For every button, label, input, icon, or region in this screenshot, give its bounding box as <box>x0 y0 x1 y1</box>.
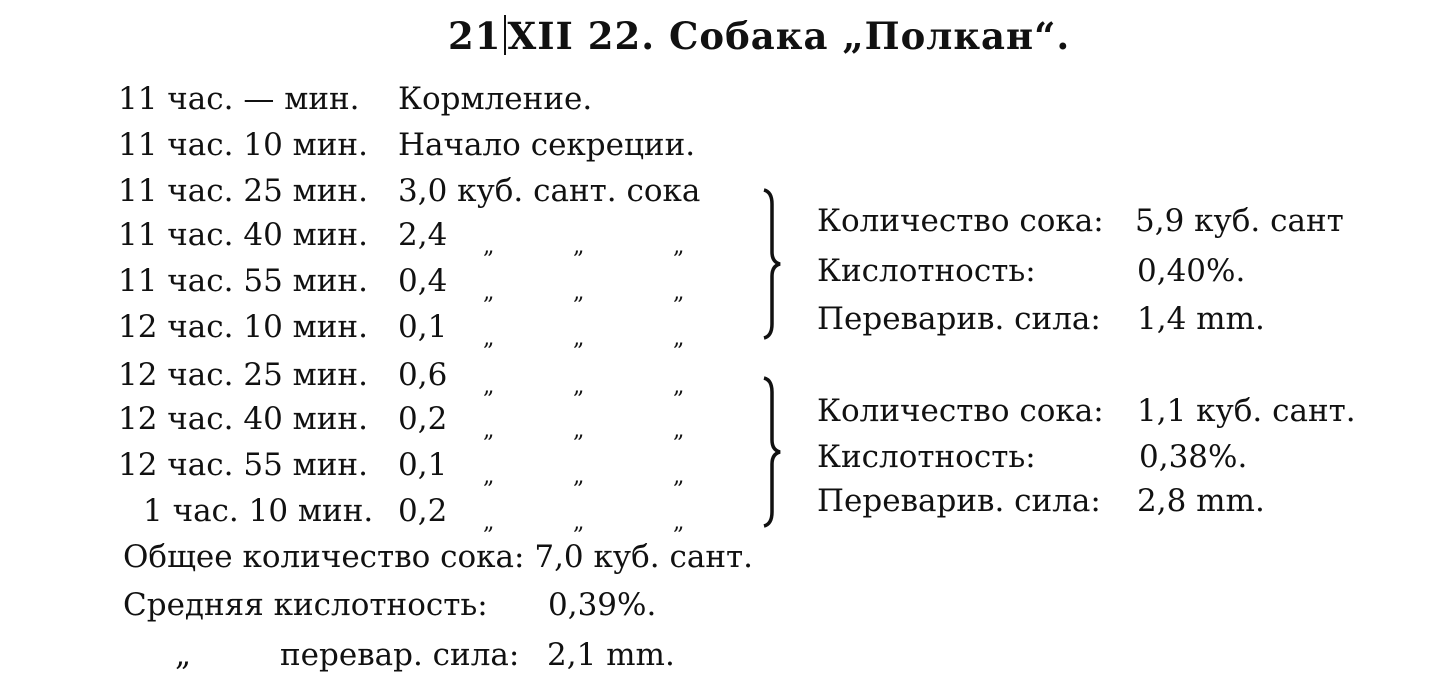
log-row <box>118 309 685 351</box>
log-note: 0,4 <box>398 263 448 299</box>
ditto-mark: „ <box>483 374 495 399</box>
summary-digest-ditto: „ <box>175 637 192 673</box>
log-row <box>118 447 685 489</box>
log-note: 3,0 куб. сант. сока <box>398 173 701 209</box>
title-subject: Собака „Полкан“. <box>668 14 1071 58</box>
group2-amount <box>817 393 1356 429</box>
ditto-mark: „ <box>673 374 685 399</box>
log-row <box>118 217 685 259</box>
group1-amount-value: 5,9 куб. сант <box>1135 203 1344 239</box>
title-separator <box>504 15 506 55</box>
group2-acidity-label: Кислотность: <box>817 439 1036 475</box>
ditto-mark: „ <box>573 234 585 259</box>
log-note: Кормление. <box>398 81 593 117</box>
group1-digest-value: 1,4 mm. <box>1137 301 1265 337</box>
page-title <box>448 14 1070 58</box>
brace-group-2 <box>758 376 788 528</box>
log-row <box>118 81 593 117</box>
log-row <box>118 357 685 399</box>
group1-amount-label: Количество сока: <box>817 203 1104 239</box>
group2-acidity <box>817 439 1248 475</box>
summary-acidity <box>123 587 657 623</box>
ditto-mark: „ <box>673 418 685 443</box>
ditto-mark: „ <box>673 326 685 351</box>
group2-digestive <box>817 483 1265 519</box>
ditto-mark: „ <box>483 326 495 351</box>
group1-amount <box>817 203 1344 239</box>
group1-digestive <box>817 301 1265 337</box>
brace-group-1 <box>758 188 788 340</box>
log-note: 0,1 <box>398 447 448 483</box>
ditto-mark: „ <box>483 418 495 443</box>
group1-acidity-value: 0,40%. <box>1137 253 1246 289</box>
ditto-mark: „ <box>483 510 495 535</box>
ditto-mark: „ <box>573 280 585 305</box>
log-time: 12 час. 55 мин. <box>118 447 368 483</box>
ditto-mark: „ <box>573 418 585 443</box>
ditto-mark: „ <box>673 510 685 535</box>
ditto-mark: „ <box>673 280 685 305</box>
ditto-mark: „ <box>483 464 495 489</box>
title-day: 21 <box>448 14 502 58</box>
group2-digest-value: 2,8 mm. <box>1137 483 1265 519</box>
ditto-mark: „ <box>483 280 495 305</box>
log-row <box>118 173 701 209</box>
log-time: 12 час. 40 мин. <box>118 401 368 437</box>
summary-digest-value: 2,1 mm. <box>547 637 675 673</box>
ditto-mark: „ <box>483 234 495 259</box>
group1-acidity-label: Кислотность: <box>817 253 1036 289</box>
log-row <box>118 127 696 163</box>
log-note: 2,4 <box>398 217 448 253</box>
title-month: XII <box>507 14 574 58</box>
summary-total: Общее количество сока: 7,0 куб. сант. <box>123 539 753 575</box>
log-note: 0,1 <box>398 309 448 345</box>
summary-digestive <box>175 637 675 673</box>
summary-acidity-label: Средняя кислотность: <box>123 587 488 623</box>
group2-amount-label: Количество сока: <box>817 393 1104 429</box>
summary-digest-label: перевар. сила: <box>280 637 520 673</box>
group2-amount-value: 1,1 куб. сант. <box>1137 393 1356 429</box>
ditto-mark: „ <box>673 234 685 259</box>
log-time: 11 час. 25 мин. <box>118 173 368 209</box>
ditto-mark: „ <box>573 464 585 489</box>
group2-acidity-value: 0,38%. <box>1139 439 1248 475</box>
log-time: 12 час. 25 мин. <box>118 357 368 393</box>
summary-acidity-value: 0,39%. <box>548 587 657 623</box>
ditto-mark: „ <box>673 464 685 489</box>
group1-digest-label: Переварив. сила: <box>817 301 1101 337</box>
ditto-mark: „ <box>573 326 585 351</box>
ditto-mark: „ <box>573 374 585 399</box>
log-time: 11 час. 55 мин. <box>118 263 368 299</box>
ditto-mark: „ <box>573 510 585 535</box>
group2-digest-label: Переварив. сила: <box>817 483 1101 519</box>
log-time: 1 час. 10 мин. <box>143 493 374 529</box>
log-row <box>118 263 685 305</box>
log-time: 12 час. 10 мин. <box>118 309 368 345</box>
log-time: 11 час. — мин. <box>118 81 360 117</box>
log-time: 11 час. 40 мин. <box>118 217 368 253</box>
log-row <box>118 401 685 443</box>
log-row <box>143 493 685 535</box>
log-time: 11 час. 10 мин. <box>118 127 368 163</box>
group1-acidity <box>817 253 1246 289</box>
log-note: 0,6 <box>398 357 448 393</box>
log-note: 0,2 <box>398 493 448 529</box>
log-note: 0,2 <box>398 401 448 437</box>
title-year: 22. <box>587 14 656 58</box>
log-note: Начало секреции. <box>398 127 696 163</box>
